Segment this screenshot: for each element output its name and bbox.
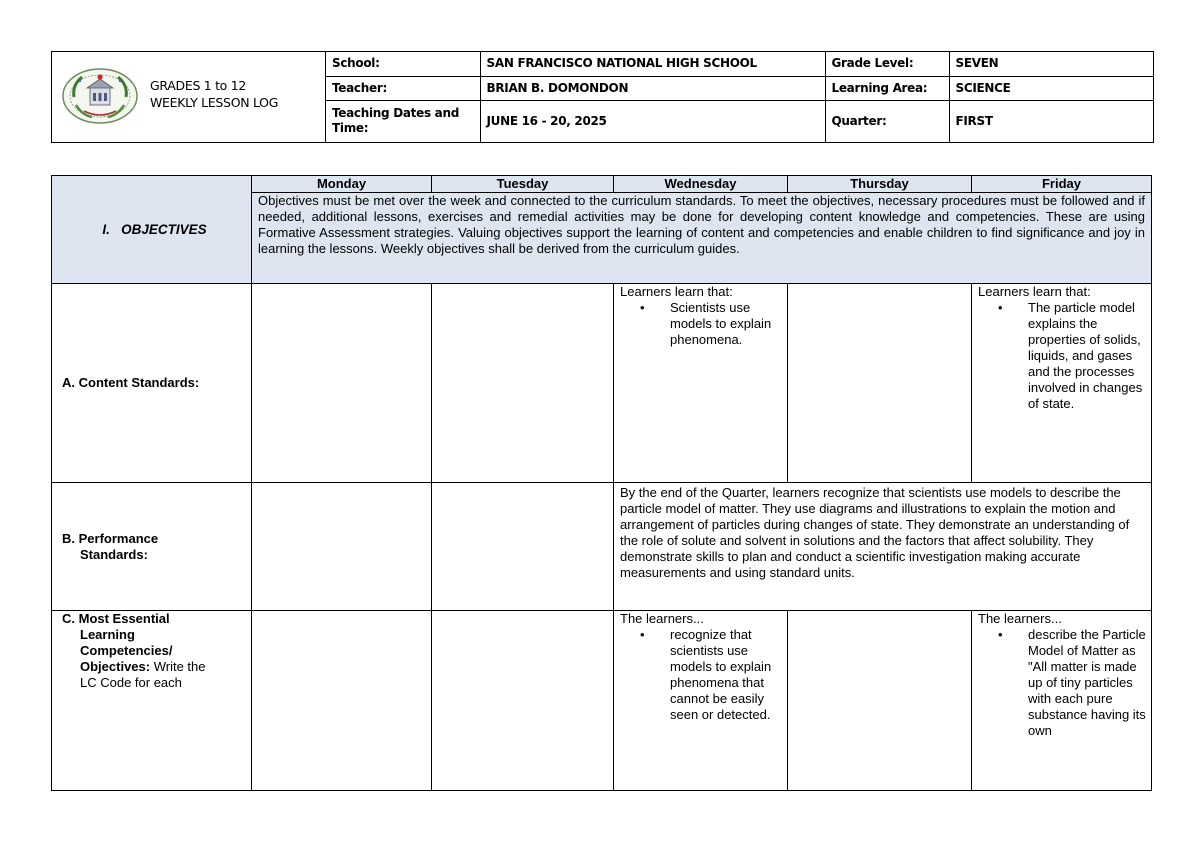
performance-standards-text: By the end of the Quarter, learners recognize that scientists use models to describe the particle model of matter. They use diagrams and illustrations to explain the motion and arrangement of particles during changes of state. They demonstrate an understanding of the role of solute and solvent in solutions and the factors that affect solubility. They demonstrate skills to plan and conduct a scientific investigation making accurate measurements and using standard units. bbox=[614, 483, 1152, 611]
competencies-fri-bullet: describe the Particle Model of Matter as "All matter is made up of tiny particles with each pure substance having its own bbox=[1028, 627, 1146, 738]
day-header-row bbox=[52, 176, 1152, 193]
content-standards-row bbox=[52, 284, 1152, 483]
content-standards-wednesday bbox=[614, 284, 788, 483]
lesson-log-header bbox=[51, 51, 1154, 143]
list-item bbox=[640, 627, 783, 723]
content-fri-bullet: The particle model explains the properties of solids, liquids, and gases and the processes involved in changes of state. bbox=[1028, 300, 1143, 411]
teaching-dates-label: Teaching Dates and Time: bbox=[326, 100, 480, 142]
grade-level-label: Grade Level: bbox=[825, 52, 949, 76]
bullet-icon: • bbox=[640, 300, 645, 315]
learning-area-label: Learning Area: bbox=[825, 76, 949, 100]
day-monday: Monday bbox=[252, 176, 432, 193]
competencies-label-line5: LC Code for each bbox=[80, 675, 182, 690]
content-standards-label: A. Content Standards: bbox=[52, 284, 252, 483]
content-standards-monday bbox=[252, 284, 432, 483]
school-value: SAN FRANCISCO NATIONAL HIGH SCHOOL bbox=[480, 52, 825, 76]
quarter-value: FIRST bbox=[949, 100, 1154, 142]
performance-standards-row bbox=[52, 483, 1152, 611]
log-title bbox=[150, 77, 278, 111]
school-label: School: bbox=[326, 52, 480, 76]
performance-standards-label bbox=[52, 483, 252, 611]
content-standards-friday bbox=[972, 284, 1152, 483]
objectives-description: Objectives must be met over the week and connected to the curriculum standards. To meet the objectives, necessary procedures must be followed and if needed, additional lessons, exercises and remedial activities may be done for developing content knowledge and competencies. These are using Formative Assessment strategies. Valuing objectives support the learning of content and competencies and enable children to find significance and joy in learning the lessons. Weekly objectives shall be derived from the curriculum guides. bbox=[252, 193, 1152, 284]
teaching-dates-value: JUNE 16 - 20, 2025 bbox=[480, 100, 825, 142]
grade-level-value: SEVEN bbox=[949, 52, 1154, 76]
header-info-table bbox=[326, 52, 1154, 142]
list-item bbox=[998, 300, 1147, 412]
competencies-label bbox=[52, 611, 252, 791]
competencies-wed-bullet: recognize that scientists use models to explain phenomena that cannot be easily seen or detected. bbox=[670, 627, 772, 722]
competencies-label-line4-rest: Write the bbox=[150, 659, 206, 674]
bullet-icon: • bbox=[998, 300, 1003, 315]
competencies-fri-intro: The learners... bbox=[978, 611, 1062, 626]
content-standards-tuesday bbox=[432, 284, 614, 483]
competencies-label-line1: C. Most Essential bbox=[62, 611, 170, 626]
title-line-grades: GRADES 1 to 12 bbox=[150, 78, 247, 93]
objectives-label: OBJECTIVES bbox=[121, 221, 207, 237]
competencies-friday bbox=[972, 611, 1152, 791]
day-friday: Friday bbox=[972, 176, 1152, 193]
competencies-wednesday bbox=[614, 611, 788, 791]
performance-standards-monday bbox=[252, 483, 432, 611]
day-tuesday: Tuesday bbox=[432, 176, 614, 193]
list-item bbox=[640, 300, 783, 348]
weekly-lesson-table bbox=[51, 175, 1152, 791]
list-item bbox=[998, 627, 1147, 739]
school-seal-logo bbox=[60, 67, 140, 125]
bullet-icon: • bbox=[998, 627, 1003, 642]
performance-standards-tuesday bbox=[432, 483, 614, 611]
learning-area-value: SCIENCE bbox=[949, 76, 1154, 100]
competencies-label-line2: Learning bbox=[80, 627, 135, 642]
competencies-monday bbox=[252, 611, 432, 791]
competencies-label-line4: Objectives: bbox=[80, 659, 151, 674]
day-wednesday: Wednesday bbox=[614, 176, 788, 193]
teacher-value: BRIAN B. DOMONDON bbox=[480, 76, 825, 100]
competencies-tuesday bbox=[432, 611, 614, 791]
performance-label-line1: B. Performance bbox=[62, 530, 159, 546]
header-title-block bbox=[52, 52, 326, 142]
day-thursday: Thursday bbox=[788, 176, 972, 193]
content-fri-intro: Learners learn that: bbox=[978, 284, 1091, 299]
competencies-wed-intro: The learners... bbox=[620, 611, 704, 626]
competencies-row bbox=[52, 611, 1152, 791]
objectives-label-cell bbox=[52, 176, 252, 284]
teacher-label: Teacher: bbox=[326, 76, 480, 100]
content-standards-thursday bbox=[788, 284, 972, 483]
content-wed-intro: Learners learn that: bbox=[620, 284, 733, 299]
content-wed-bullet: Scientists use models to explain phenomena. bbox=[670, 300, 772, 347]
competencies-label-line3: Competencies/ bbox=[80, 643, 173, 658]
objectives-number: I. bbox=[102, 221, 110, 237]
title-line-weekly-log: WEEKLY LESSON LOG bbox=[150, 95, 279, 110]
performance-label-line2: Standards: bbox=[80, 546, 148, 562]
quarter-label: Quarter: bbox=[825, 100, 949, 142]
bullet-icon: • bbox=[640, 627, 645, 642]
competencies-thursday bbox=[788, 611, 972, 791]
